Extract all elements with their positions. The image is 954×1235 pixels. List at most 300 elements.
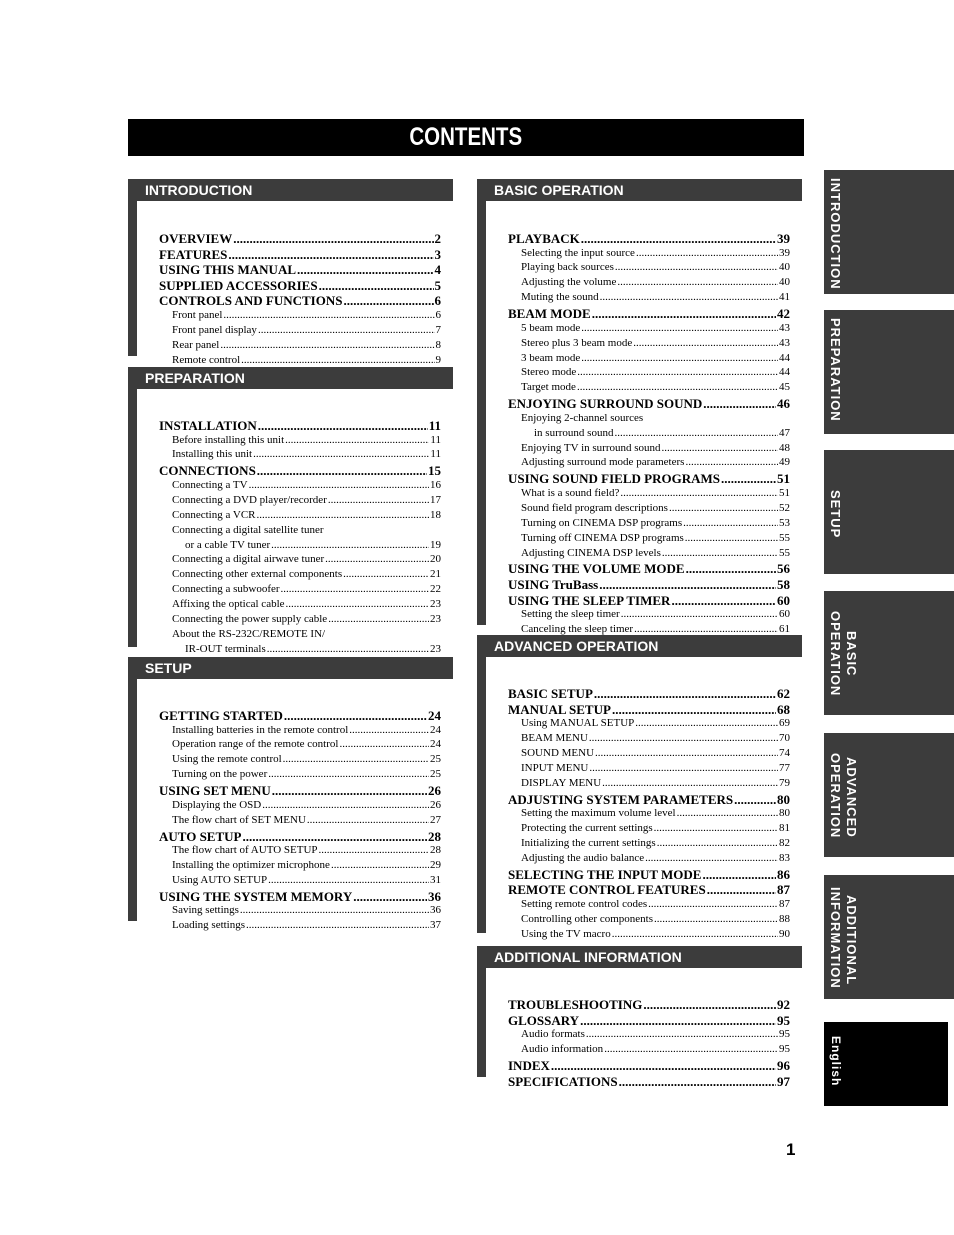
toc-entry-page: 25 — [430, 753, 441, 766]
toc-list — [508, 997, 790, 1089]
toc-entry-page: 60 — [779, 608, 790, 621]
toc-entry-label: Sound field program descriptions — [521, 501, 668, 514]
language-tab[interactable] — [824, 1022, 948, 1106]
toc-entry-page: 9 — [435, 353, 441, 366]
toc-entry-page: 36 — [430, 904, 441, 917]
side-tab-label: INFORMATION — [828, 887, 843, 989]
dot-leader — [703, 396, 776, 412]
dot-leader — [685, 456, 778, 468]
toc-entry[interactable] — [508, 1074, 790, 1090]
dot-leader — [685, 532, 778, 544]
toc-entry[interactable] — [508, 427, 790, 442]
toc-entry[interactable] — [508, 276, 790, 291]
toc-entry-label: Setting the sleep timer — [521, 608, 620, 621]
toc-entry-label: Connecting a digital airwave tuner — [172, 553, 325, 566]
dot-leader — [669, 502, 778, 514]
toc-entry[interactable] — [508, 337, 790, 352]
dot-leader — [328, 494, 429, 506]
toc-entry-page: 4 — [434, 262, 441, 278]
toc-entry[interactable] — [159, 783, 441, 799]
toc-entry-label: The flow chart of SET MENU — [172, 813, 306, 826]
toc-entry-page: 24 — [430, 723, 441, 736]
dot-leader — [581, 352, 778, 364]
toc-entry[interactable] — [508, 442, 790, 457]
toc-entry[interactable] — [159, 524, 441, 539]
toc-entry-page: 81 — [779, 822, 790, 835]
toc-entry-label: USING TruBass — [508, 577, 599, 592]
toc-entry[interactable] — [508, 1058, 790, 1074]
toc-entry[interactable] — [159, 262, 441, 278]
section-heading: ADVANCED OPERATION — [477, 635, 802, 657]
toc-entry[interactable] — [508, 517, 790, 532]
toc-entry-page: 55 — [779, 531, 790, 544]
toc-entry-page: 80 — [777, 791, 790, 807]
toc-entry[interactable] — [159, 738, 441, 753]
toc-entry-label: Target mode — [521, 381, 576, 394]
toc-entry-page: 17 — [430, 493, 441, 506]
dot-leader — [257, 509, 429, 521]
toc-entry-page: 61 — [779, 623, 790, 636]
side-tab-setup[interactable] — [824, 450, 954, 574]
toc-entry[interactable] — [508, 702, 790, 718]
dot-leader — [734, 792, 776, 808]
section-introduction — [128, 179, 453, 366]
toc-entry-label: BASIC SETUP — [508, 686, 593, 701]
section-heading: ADDITIONAL INFORMATION — [477, 946, 802, 968]
toc-entry[interactable] — [508, 837, 790, 852]
toc-entry[interactable] — [508, 898, 790, 913]
toc-entry[interactable] — [159, 753, 441, 768]
toc-entry[interactable] — [159, 324, 441, 339]
dot-leader — [617, 276, 778, 288]
toc-entry-label: Setting the maximum volume level — [521, 807, 676, 820]
dot-leader — [654, 913, 778, 925]
side-tab-introduction[interactable] — [824, 170, 954, 294]
side-tab-additional-information[interactable] — [824, 875, 954, 999]
dot-leader — [686, 561, 776, 577]
dot-leader — [614, 427, 778, 439]
toc-entry[interactable] — [159, 231, 441, 247]
toc-entry-page: 53 — [779, 516, 790, 529]
toc-entry[interactable] — [159, 293, 441, 309]
toc-entry[interactable] — [508, 532, 790, 547]
toc-entry[interactable] — [508, 306, 790, 322]
toc-entry-label: SPECIFICATIONS — [508, 1073, 618, 1089]
dot-leader — [604, 1043, 778, 1055]
toc-entry[interactable] — [508, 747, 790, 762]
toc-entry-page: 22 — [430, 583, 441, 596]
toc-entry[interactable] — [508, 882, 790, 898]
toc-entry-label: Adjusting CINEMA DSP levels — [521, 546, 661, 559]
toc-entry-page: 44 — [779, 366, 790, 379]
toc-entry-label: Using the remote control — [172, 753, 282, 766]
toc-entry[interactable] — [508, 593, 790, 609]
dot-leader — [241, 354, 434, 366]
toc-entry[interactable] — [508, 608, 790, 623]
toc-entry[interactable] — [508, 352, 790, 367]
side-tab-label: PREPARATION — [828, 318, 843, 422]
toc-entry-page: 46 — [777, 396, 790, 412]
toc-entry-label: Connecting a DVD player/recorder — [172, 493, 327, 506]
toc-entry-label: GLOSSARY — [508, 1012, 580, 1028]
toc-entry-label: Connecting the power supply cable — [172, 612, 328, 625]
toc-entry-label: Enjoying 2-channel sources — [521, 411, 644, 424]
toc-entry-page: 86 — [777, 866, 790, 882]
toc-entry-page: 24 — [430, 738, 441, 751]
dot-leader — [240, 904, 429, 916]
dot-leader — [577, 366, 778, 378]
toc-entry[interactable] — [159, 434, 441, 449]
toc-entry[interactable] — [508, 396, 790, 412]
dot-leader — [281, 583, 429, 595]
toc-entry-page: 19 — [430, 538, 441, 551]
toc-list — [159, 418, 441, 658]
dot-leader — [581, 231, 776, 247]
toc-entry-page: 69 — [779, 717, 790, 730]
dot-leader — [268, 768, 429, 780]
dot-leader — [600, 291, 778, 303]
toc-entry[interactable] — [159, 859, 441, 874]
toc-entry-page: 26 — [428, 783, 441, 799]
toc-entry-label: Adjusting surround mode parameters — [521, 456, 685, 469]
toc-entry[interactable] — [159, 799, 441, 814]
dot-leader — [283, 753, 429, 765]
toc-entry-page: 51 — [779, 486, 790, 499]
toc-entry[interactable] — [508, 852, 790, 867]
toc-entry-page: 8 — [435, 338, 441, 351]
toc-entry-label: 5 beam mode — [521, 321, 581, 334]
side-tab-label: BASIC — [844, 631, 859, 677]
toc-entry[interactable] — [159, 494, 441, 509]
toc-entry-page: 95 — [777, 1012, 790, 1028]
toc-entry-label: DISPLAY MENU — [521, 776, 602, 789]
toc-entry-label: MANUAL SETUP — [508, 701, 611, 717]
dot-leader — [580, 1013, 776, 1029]
toc-entry-label: 3 beam mode — [521, 351, 581, 364]
toc-entry[interactable] — [159, 418, 441, 434]
toc-entry-page: 80 — [779, 807, 790, 820]
toc-entry-label: Stereo mode — [521, 366, 577, 379]
dot-leader — [353, 889, 427, 905]
toc-entry[interactable] — [159, 768, 441, 783]
toc-entry[interactable] — [508, 381, 790, 396]
toc-entry-page: 36 — [428, 888, 441, 904]
dot-leader — [262, 799, 429, 811]
toc-entry[interactable] — [508, 261, 790, 276]
dot-leader — [645, 852, 778, 864]
toc-entry[interactable] — [159, 628, 441, 643]
section-heading: SETUP — [128, 657, 453, 679]
toc-entry-label: ADJUSTING SYSTEM PARAMETERS — [508, 791, 734, 807]
toc-entry[interactable] — [508, 997, 790, 1013]
toc-entry[interactable] — [508, 577, 790, 593]
dot-leader — [635, 717, 778, 729]
toc-entry-label: Connecting other external components — [172, 568, 343, 581]
toc-entry[interactable] — [508, 913, 790, 928]
toc-entry-page: 40 — [779, 276, 790, 289]
toc-entry-page: 55 — [779, 546, 790, 559]
side-tab-basic-operation[interactable] — [824, 591, 954, 715]
toc-entry-label: Adjusting the volume — [521, 276, 617, 289]
toc-entry[interactable] — [159, 509, 441, 524]
toc-list — [508, 231, 790, 638]
dot-leader — [602, 777, 778, 789]
toc-entry-label: Adjusting the audio balance — [521, 851, 645, 864]
toc-entry-page: 3 — [434, 246, 441, 262]
toc-entry-label: What is a sound field? — [521, 486, 620, 499]
side-tab-label: SETUP — [828, 490, 843, 539]
toc-entry[interactable] — [159, 463, 441, 479]
toc-entry-label: USING THE SYSTEM MEMORY — [159, 888, 353, 904]
toc-entry[interactable] — [508, 928, 790, 943]
toc-entry-page: 28 — [430, 844, 441, 857]
toc-entry[interactable] — [508, 366, 790, 381]
toc-entry[interactable] — [159, 278, 441, 294]
toc-entry[interactable] — [159, 904, 441, 919]
toc-entry[interactable] — [508, 1013, 790, 1029]
dot-leader — [331, 859, 429, 871]
dot-leader — [677, 807, 778, 819]
dot-leader — [592, 306, 776, 322]
dot-leader — [633, 337, 778, 349]
toc-entry-page: 18 — [430, 508, 441, 521]
toc-entry-page: 45 — [779, 381, 790, 394]
toc-entry-page: 74 — [779, 746, 790, 759]
toc-entry-page: 5 — [434, 277, 441, 293]
dot-leader — [325, 553, 429, 565]
toc-entry-page: 43 — [779, 336, 790, 349]
toc-entry[interactable] — [508, 717, 790, 732]
dot-leader — [285, 434, 429, 446]
dot-leader — [657, 837, 778, 849]
side-tab-advanced-operation[interactable] — [824, 733, 954, 857]
toc-entry[interactable] — [508, 1043, 790, 1058]
toc-entry-label: SELECTING THE INPUT MODE — [508, 866, 702, 882]
dot-leader — [621, 608, 778, 620]
toc-entry-page: 88 — [779, 912, 790, 925]
toc-entry[interactable] — [159, 339, 441, 354]
toc-entry[interactable] — [508, 471, 790, 487]
toc-entry-label: Turning on the power — [172, 768, 268, 781]
toc-entry[interactable] — [508, 732, 790, 747]
toc-entry[interactable] — [508, 867, 790, 883]
toc-entry[interactable] — [508, 456, 790, 471]
toc-entry-page: 29 — [430, 859, 441, 872]
side-tab-preparation[interactable] — [824, 310, 954, 434]
toc-entry[interactable] — [508, 412, 790, 427]
toc-entry[interactable] — [159, 309, 441, 324]
toc-entry-page: 43 — [779, 321, 790, 334]
toc-entry-label: Connecting a subwoofer — [172, 583, 280, 596]
toc-entry[interactable] — [159, 874, 441, 889]
toc-entry-page: 31 — [430, 873, 441, 886]
toc-entry-page: 58 — [777, 577, 790, 592]
toc-entry-label: FEATURES — [159, 246, 228, 262]
dot-leader — [343, 293, 433, 309]
toc-entry-page: 21 — [430, 568, 441, 581]
toc-entry-page: 7 — [435, 323, 441, 336]
toc-entry[interactable] — [508, 291, 790, 306]
toc-entry-label: Selecting the input source — [521, 246, 635, 259]
section-preparation — [128, 367, 453, 655]
toc-entry-label: Remote control — [172, 353, 241, 366]
section-heading: BASIC OPERATION — [477, 179, 802, 201]
toc-entry[interactable] — [508, 1028, 790, 1043]
toc-entry-page: 51 — [777, 471, 790, 487]
toc-entry-label: Audio information — [521, 1043, 604, 1056]
toc-entry-page: 37 — [430, 919, 441, 932]
toc-entry-label: Turning off CINEMA DSP programs — [521, 531, 684, 544]
section-additional-information — [477, 946, 802, 1089]
dot-leader — [599, 577, 776, 593]
toc-entry-label: Turning on CINEMA DSP programs — [521, 516, 683, 529]
dot-leader — [634, 623, 778, 635]
toc-entry[interactable] — [159, 844, 441, 859]
toc-entry-page: 11 — [428, 418, 441, 433]
toc-entry-page: 96 — [777, 1057, 790, 1073]
toc-entry-label: Stereo plus 3 beam mode — [521, 336, 633, 349]
toc-entry-label: Front panel — [172, 308, 223, 321]
toc-entry[interactable] — [159, 708, 441, 724]
dot-leader — [671, 593, 776, 609]
toc-entry[interactable] — [159, 539, 441, 554]
toc-entry-label: The flow chart of AUTO SETUP — [172, 844, 318, 857]
toc-entry-label: Using AUTO SETUP — [172, 873, 268, 886]
dot-leader — [615, 261, 778, 273]
toc-entry[interactable] — [508, 807, 790, 822]
dot-leader — [246, 919, 429, 931]
toc-entry-page: 56 — [777, 561, 790, 577]
toc-entry[interactable] — [159, 598, 441, 613]
toc-entry-page: 39 — [779, 246, 790, 259]
toc-entry[interactable] — [159, 724, 441, 739]
toc-entry-page: 2 — [434, 231, 441, 246]
toc-entry[interactable] — [508, 792, 790, 808]
section-heading: PREPARATION — [128, 367, 453, 389]
toc-entry-page: 77 — [779, 761, 790, 774]
page-title: CONTENTS — [128, 119, 804, 156]
toc-entry-label: Installing the optimizer microphone — [172, 859, 330, 872]
dot-leader — [343, 568, 429, 580]
toc-entry[interactable] — [159, 448, 441, 463]
toc-entry-page: 24 — [428, 708, 441, 723]
toc-entry-label: Initializing the current settings — [521, 837, 656, 850]
toc-entry[interactable] — [508, 822, 790, 837]
toc-entry[interactable] — [508, 686, 790, 702]
toc-entry-page: 82 — [779, 837, 790, 850]
toc-entry[interactable] — [508, 502, 790, 517]
dot-leader — [643, 997, 776, 1013]
section-advanced-operation — [477, 635, 802, 940]
dot-leader — [620, 487, 778, 499]
toc-entry-label: OVERVIEW — [159, 231, 233, 246]
section-setup — [128, 657, 453, 932]
dot-leader — [286, 598, 429, 610]
toc-entry-page: 44 — [779, 351, 790, 364]
toc-entry-label: Saving settings — [172, 904, 239, 917]
toc-entry-label: Front panel display — [172, 323, 257, 336]
dot-leader — [258, 324, 435, 336]
toc-entry-label: Connecting a TV — [172, 478, 248, 491]
dot-leader — [636, 247, 778, 259]
toc-entry-page: 23 — [430, 598, 441, 611]
toc-entry-label: USING SET MENU — [159, 783, 271, 799]
toc-entry-label: SUPPLIED ACCESSORIES — [159, 277, 318, 293]
dot-leader — [268, 874, 429, 886]
toc-entry-label: Enjoying TV in surround sound — [521, 441, 661, 454]
toc-entry-page: 95 — [779, 1043, 790, 1056]
side-tab-label: INTRODUCTION — [828, 178, 843, 290]
dot-leader — [349, 724, 429, 736]
toc-entry[interactable] — [159, 919, 441, 934]
toc-entry-page: 52 — [779, 501, 790, 514]
toc-entry[interactable] — [508, 547, 790, 562]
toc-entry[interactable] — [508, 231, 790, 247]
toc-entry-label: USING THE VOLUME MODE — [508, 561, 685, 577]
toc-entry[interactable] — [159, 583, 441, 598]
toc-entry[interactable] — [508, 322, 790, 337]
toc-entry-page: 68 — [777, 701, 790, 717]
toc-entry[interactable] — [159, 613, 441, 628]
toc-entry[interactable] — [159, 889, 441, 905]
toc-entry-label: Protecting the current settings — [521, 822, 653, 835]
toc-entry-label: IR-OUT terminals — [185, 642, 266, 655]
toc-entry-page: 26 — [430, 798, 441, 811]
side-tab-label: OPERATION — [828, 611, 843, 697]
toc-entry[interactable] — [159, 814, 441, 829]
toc-entry-page: 6 — [435, 308, 441, 321]
toc-entry-page: 20 — [430, 553, 441, 566]
dot-leader — [253, 448, 429, 460]
toc-entry[interactable] — [508, 762, 790, 777]
toc-entry[interactable] — [508, 777, 790, 792]
dot-leader — [619, 1074, 776, 1090]
toc-entry-page: 87 — [779, 897, 790, 910]
toc-entry-page: 11 — [430, 448, 441, 461]
toc-entry[interactable] — [508, 487, 790, 502]
toc-entry[interactable] — [159, 829, 441, 845]
toc-entry-label: USING THE SLEEP TIMER — [508, 592, 671, 608]
toc-entry[interactable] — [159, 479, 441, 494]
toc-entry-label: Connecting a digital satellite tuner — [172, 523, 324, 536]
toc-entry-page: 87 — [777, 882, 790, 898]
toc-entry-label: Installing this unit — [172, 448, 253, 461]
toc-entry[interactable] — [159, 247, 441, 263]
toc-entry-label: Using MANUAL SETUP — [521, 717, 635, 730]
dot-leader — [662, 547, 778, 559]
toc-entry[interactable] — [159, 643, 441, 658]
section-basic-operation — [477, 179, 802, 636]
dot-leader — [319, 278, 434, 294]
toc-entry[interactable] — [508, 247, 790, 262]
toc-list — [159, 231, 441, 369]
toc-entry-label: Rear panel — [172, 338, 220, 351]
dot-leader — [594, 686, 776, 702]
dot-leader — [258, 418, 428, 434]
toc-entry-label: PLAYBACK — [508, 231, 580, 246]
dot-leader — [648, 898, 778, 910]
toc-entry-page: 42 — [777, 306, 790, 322]
toc-entry[interactable] — [159, 568, 441, 583]
toc-entry-page: 90 — [779, 927, 790, 940]
toc-entry[interactable] — [508, 561, 790, 577]
dot-leader — [271, 539, 429, 551]
toc-entry-label: Operation range of the remote control — [172, 738, 339, 751]
dot-leader — [284, 708, 427, 724]
toc-entry-page: 11 — [430, 433, 441, 446]
toc-entry[interactable] — [159, 553, 441, 568]
toc-list — [159, 708, 441, 934]
